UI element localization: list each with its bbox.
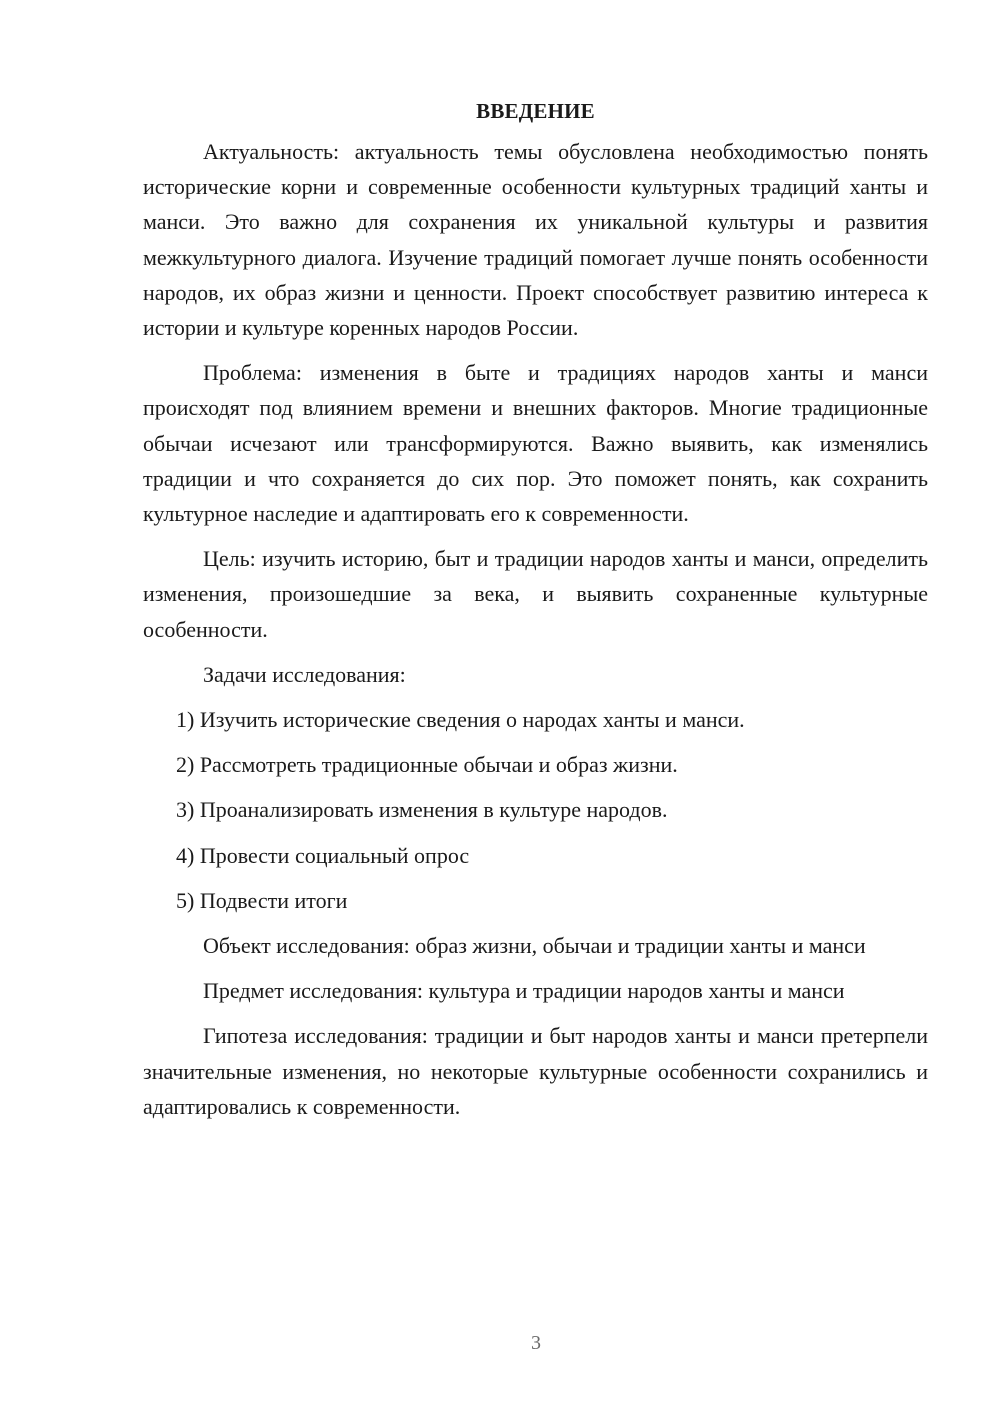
subject-paragraph: Предмет исследования: культура и традиции народов ханты и манси <box>203 978 845 1004</box>
task-item: 4) Провести социальный опрос <box>176 842 470 868</box>
page-content <box>143 96 928 1134</box>
tasks-heading: Задачи исследования: <box>203 661 406 687</box>
hypothesis-paragraph: Гипотеза исследования: традиции и быт народов ханты и манси претерпели значительные изменения, но некоторые культурные особенности сохранились и адаптировались к современности. <box>143 1023 928 1119</box>
page-number: 3 <box>531 1332 541 1354</box>
object-paragraph: Объект исследования: образ жизни, обычаи и традиции ханты и манси <box>203 933 866 959</box>
problem-paragraph: Проблема: изменения в быте и традициях народов ханты и манси происходят под влиянием времени и внешних факторов. Многие традиционные обычаи исчезают или трансформируются. Важно выявить, как изменялись традиции и что сохраняется до сих пор. Это поможет понять, как сохранить культурное наследие и адаптировать его к современности. <box>143 360 928 527</box>
task-list <box>143 702 928 918</box>
task-item: 3) Проанализировать изменения в культуре народов. <box>176 797 668 823</box>
task-item: 5) Подвести итоги <box>176 887 348 913</box>
task-item: 1) Изучить исторические сведения о народах ханты и манси. <box>176 707 745 733</box>
section-title: ВВЕДЕНИЕ <box>476 99 595 123</box>
task-item: 2) Рассмотреть традиционные обычаи и образ жизни. <box>176 752 678 778</box>
goal-paragraph: Цель: изучить историю, быт и традиции народов ханты и манси, определить изменения, произошедшие за века, и выявить сохраненные культурные особенности. <box>143 546 928 642</box>
relevance-paragraph: Актуальность: актуальность темы обусловлена необходимостью понять исторические корни и современные особенности культурных традиций ханты и манси. Это важно для сохранения их уникальной культуры и развития межкультурного диалога. Изучение традиций помогает лучше понять особенности народов, их образ жизни и ценности. Проект способствует развитию интереса к истории и культуре коренных народов России. <box>143 139 928 341</box>
